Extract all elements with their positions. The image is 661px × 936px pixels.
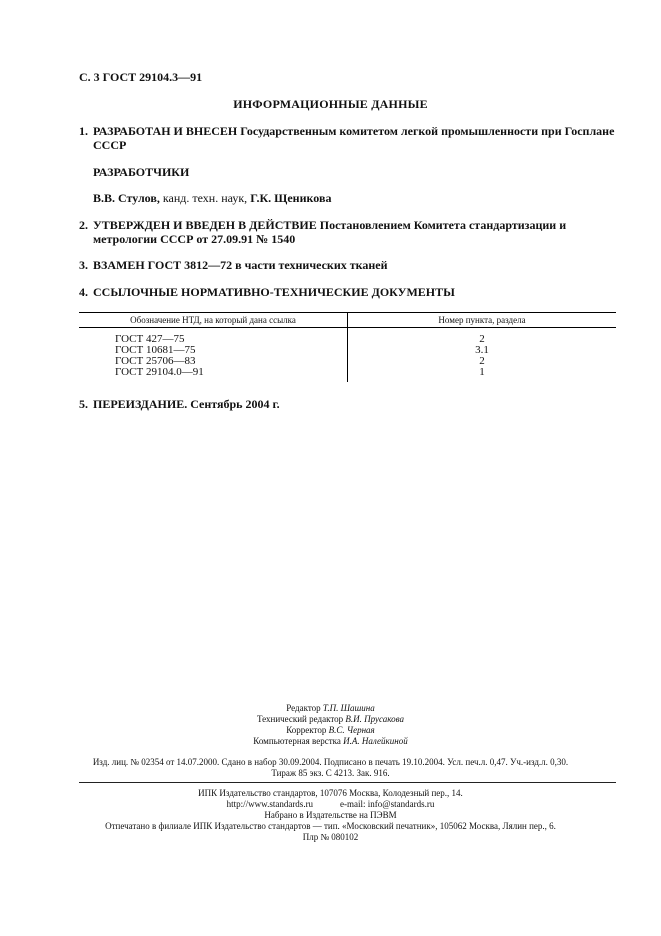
credit-label: Компьютерная верстка [253,736,341,746]
credit-person: В.И. Прусакова [345,714,405,724]
page-header: С. 3 ГОСТ 29104.3—91 [79,70,203,84]
credits-block [0,703,661,747]
developer-degree: канд. техн. наук, [162,191,248,205]
credit-label: Редактор [286,703,321,713]
credit-label: Технический редактор [256,714,344,724]
item-approved [79,218,619,246]
references-table [79,312,616,382]
publisher-line: Плр № 080102 [302,832,359,842]
developers-heading: РАЗРАБОТЧИКИ [93,165,190,179]
item-lead: ВЗАМЕН ГОСТ 3812—72 [93,258,233,272]
credit-corrector [0,725,661,736]
cell-clause: 2 [479,333,485,345]
publisher-block [0,788,661,843]
credit-person: И.А. Налейкиной [343,736,408,746]
item-lead: УТВЕРЖДЕН И ВВЕДЕН В ДЕЙСТВИЕ [93,218,317,232]
item-text: Постановлением Комитета стандартизации и метрологии СССР от 27.09.91 № 1540 [93,218,567,246]
item-developed-by [79,124,619,152]
cell-clause: 1 [479,366,485,378]
print-info-block [0,757,661,779]
developer-name-1: В.В. Стулов, [93,191,160,205]
publisher-line: ИПК Издательство стандартов, 107076 Москва, Колодезный пер., 14. [198,788,463,798]
cell-document: ГОСТ 427—75 [79,328,348,346]
cell-document: ГОСТ 29104.0—91 [79,367,348,382]
table-header-row [79,313,616,328]
publisher-web-line: http://www.standards.ru e-mail: info@standards.ru [226,799,435,809]
cell-document: ГОСТ 10681—75 [79,345,348,356]
publisher-line: Набрано в Издательстве на ПЭВМ [264,810,397,820]
developers-heading-block [79,165,619,179]
print-info-line: Изд. лиц. № 02354 от 14.07.2000. Сдано в набор 30.09.2004. Подписано в печать 19.10.2004. Усл. печ.л. 0,47. Уч.-изд.л. 0,30. [92,757,569,767]
credit-layout [0,736,661,747]
item-references [79,285,619,299]
developers-names [79,191,619,205]
item-number: 3. [79,258,88,272]
column-header-document: Обозначение НТД, на который дана ссылка [79,313,348,328]
credit-tech-editor [0,714,661,725]
table-row [79,367,616,382]
credit-person: В.С. Черная [328,725,375,735]
cell-clause: 3.1 [475,344,489,356]
item-number: 2. [79,218,88,232]
item-lead: ССЫЛОЧНЫЕ НОРМАТИВНО-ТЕХНИЧЕСКИЕ ДОКУМЕНТЫ [93,285,455,299]
item-replaces [79,258,619,272]
developer-name-2: Г.К. Щеникова [250,191,332,205]
section-title: ИНФОРМАЦИОННЫЕ ДАННЫЕ [233,97,428,111]
item-text: в части технических тканей [235,258,388,272]
divider [79,782,616,783]
item-number: 5. [79,397,88,411]
item-number: 4. [79,285,88,299]
item-lead: РАЗРАБОТАН И ВНЕСЕН [93,124,238,138]
publisher-line: Отпечатано в филиале ИПК Издательство стандартов — тип. «Московский печатник», 105062 Москва, Лялин пер., 6. [105,821,556,831]
credit-editor [0,703,661,714]
credit-person: Т.П. Шашина [322,703,375,713]
item-text: Государственным комитетом легкой промышленности при Госплане СССР [93,124,615,152]
column-header-clause: Номер пункта, раздела [348,313,617,328]
item-reissue [79,397,619,411]
table-row [79,328,616,346]
item-lead: ПЕРЕИЗДАНИЕ. Сентябрь 2004 г. [93,397,280,411]
item-number: 1. [79,124,88,138]
credit-label: Корректор [286,725,327,735]
cell-document: ГОСТ 25706—83 [79,356,348,367]
print-info-line: Тираж 85 экз. С 4213. Зак. 916. [271,768,390,778]
cell-clause: 2 [479,355,485,367]
